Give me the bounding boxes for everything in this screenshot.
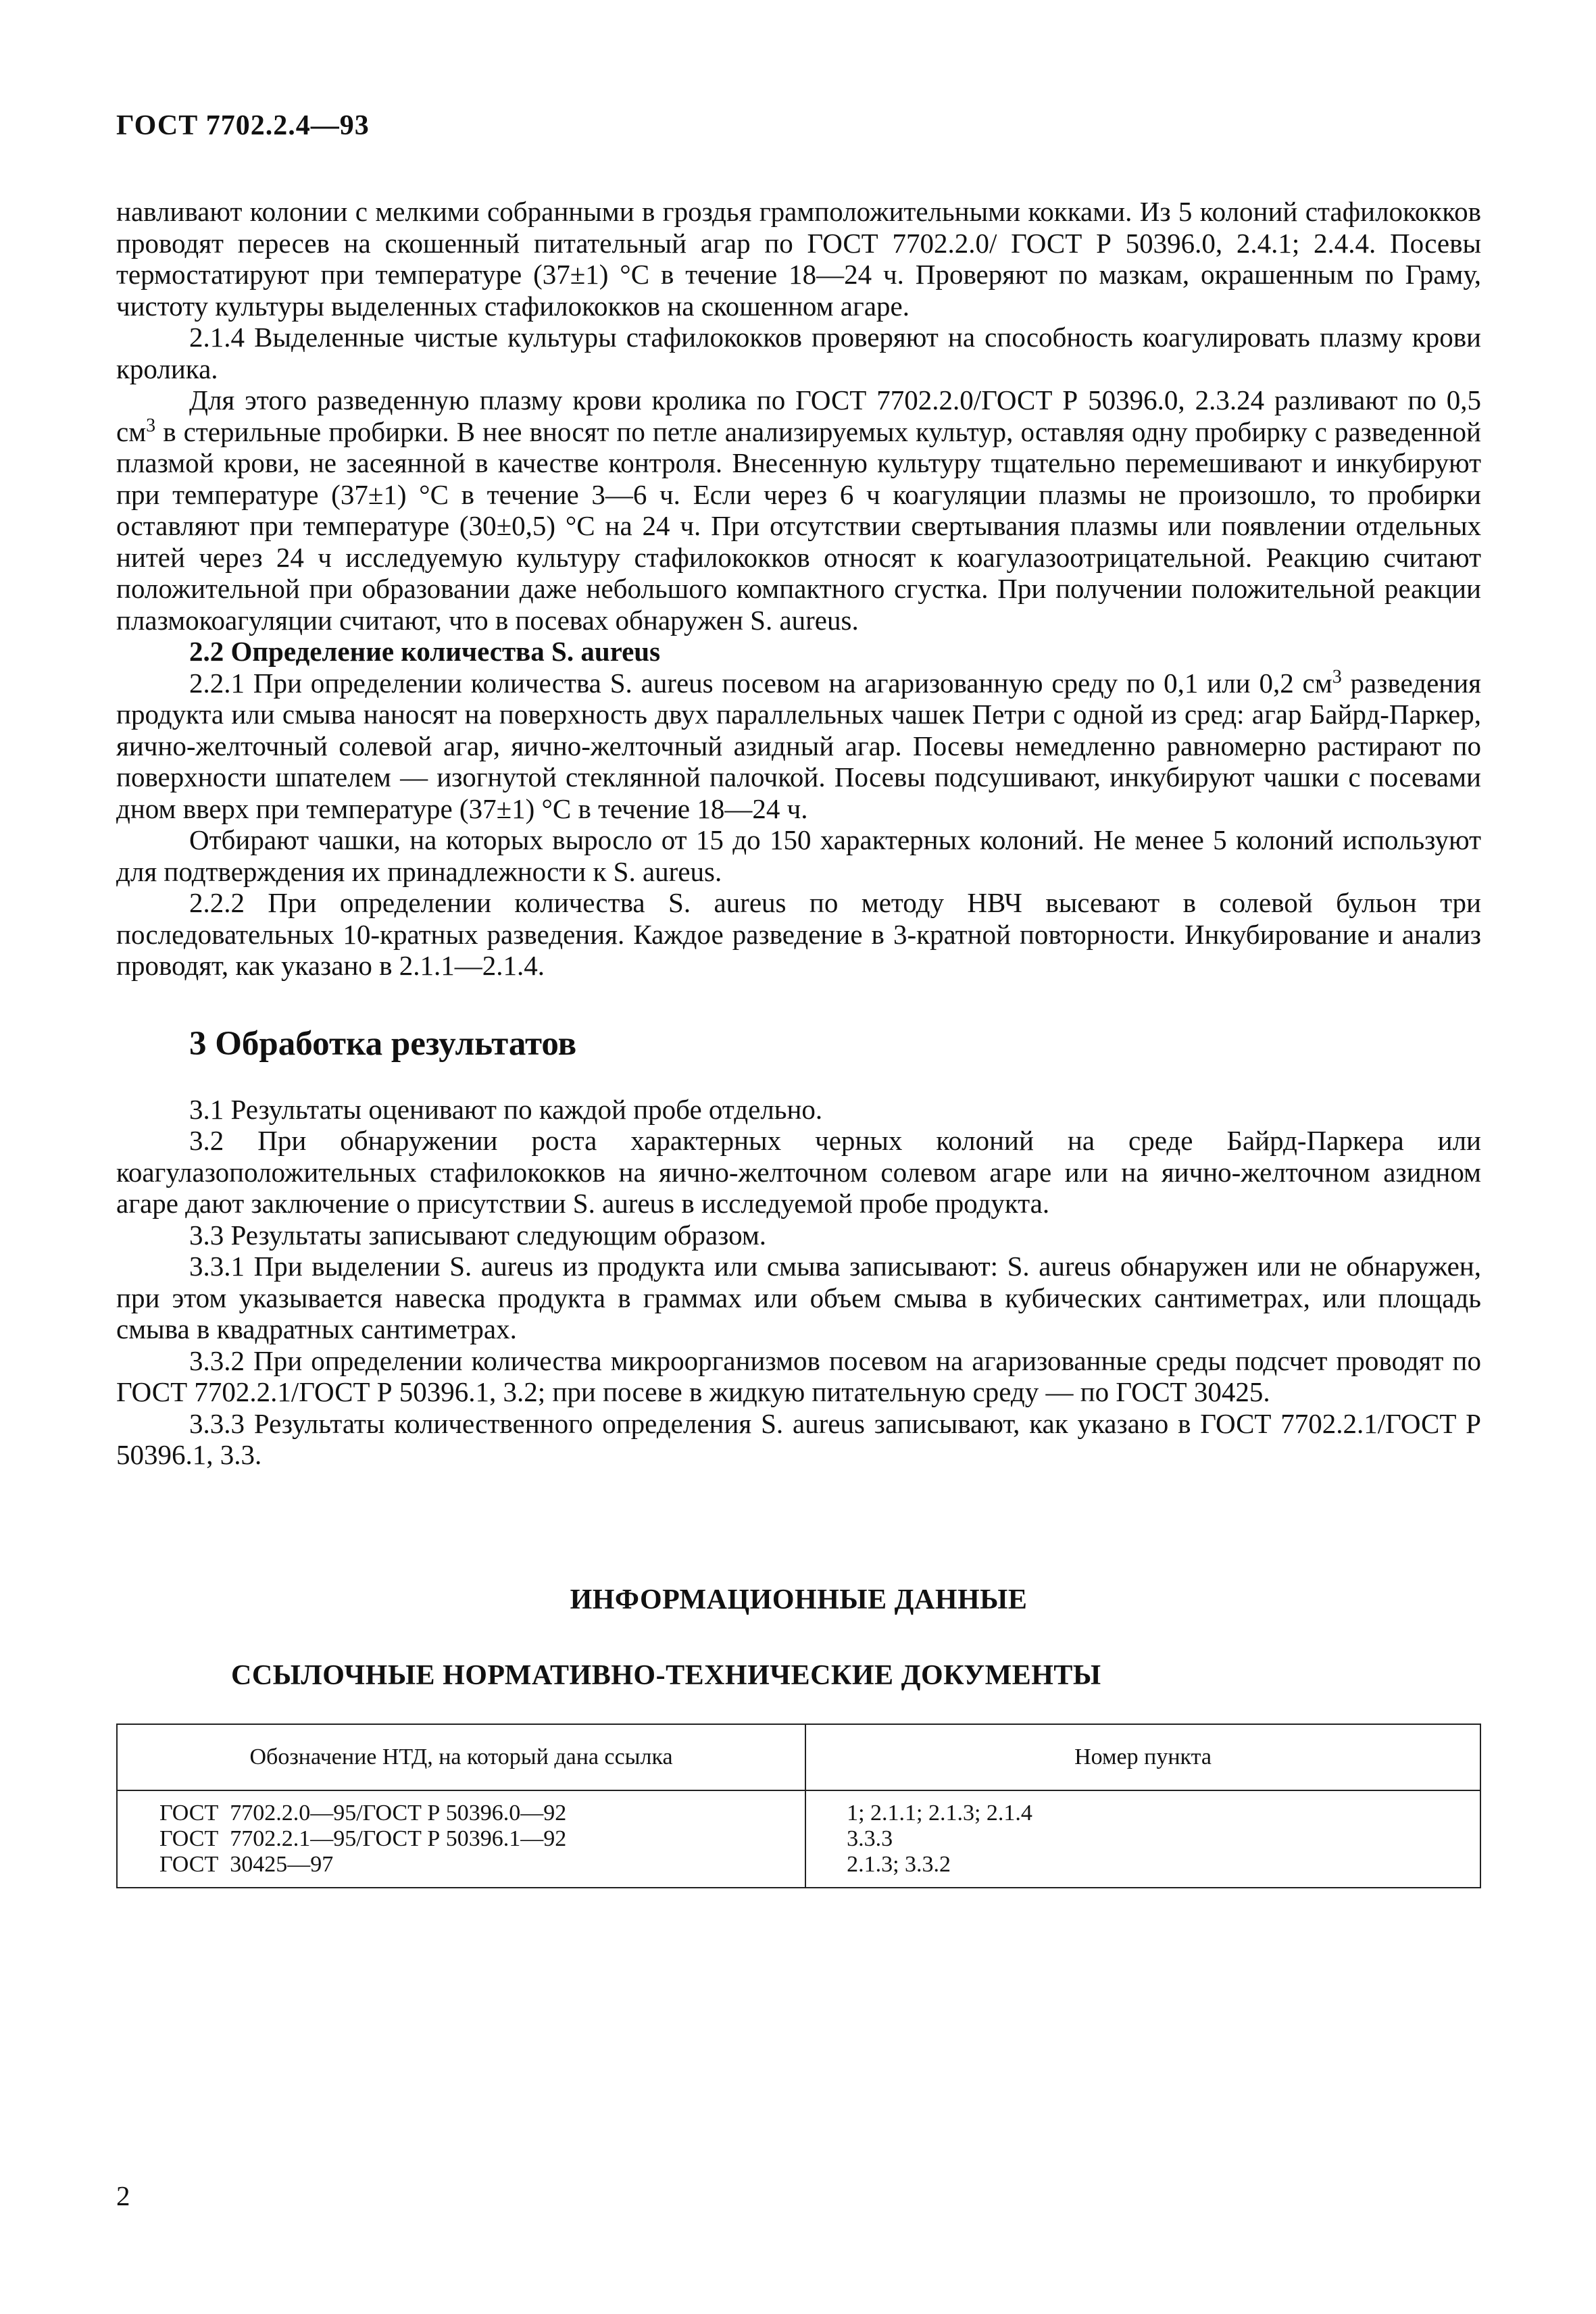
table-cell-items (805, 1790, 1480, 1888)
table-cell-docs (117, 1790, 805, 1888)
info-title: ИНФОРМАЦИОННЫЕ ДАННЫЕ (570, 1584, 1028, 1615)
text-run: в стерильные пробирки. В нее вносят по петле анализируемых культур, оставляя одну пробирку с разведенной плазмой крови, не засеянной в качестве контроля. Внесенную культуру тщательно перемешивают и инкубируют при температуре (37±1) °С в течение 3—6 ч. Если через 6 ч коагуляции плазмы не произошло, то пробирки оставляют при температуре (30±0,5) °С на 24 ч. При отсутствии свертывания плазмы или появлении отдельных нитей через 24 ч исследуемую культуру стафилококков относят к коагулазоотрицательной. Реакцию считают положительной при образовании даже небольшого компактного сгустка. При получении положительной реакции плазмокоагуляции считают, что в посевах обнаружен S. aureus. (116, 416, 1481, 636)
refs-title: ССЫЛОЧНЫЕ НОРМАТИВНО-ТЕХНИЧЕСКИЕ ДОКУМЕНТЫ (231, 1659, 1101, 1691)
paragraph-plasma (116, 384, 1481, 636)
paragraph: 3.3 Результаты записывают следующим образом. (189, 1219, 767, 1251)
doc-ref: ГОСТ 30425—97 (159, 1851, 334, 1877)
paragraph: 3.2 При обнаружении роста характерных черных колоний на среде Байрд-Паркера или коагулазоположительных стафилококков на яично-желточном солевом агаре или на яично-желточном азидном агаре дают заключение о присутствии S. aureus в исследуемой пробе продукта. (116, 1125, 1481, 1219)
paragraph: 3.1 Результаты оценивают по каждой пробе отдельно. (189, 1093, 823, 1125)
paragraph: 3.3.3 Результаты количественного определения S. aureus записывают, как указано в ГОСТ 7702.2.1/ГОСТ Р 50396.1, 3.3. (116, 1407, 1481, 1470)
paragraph: 3.3.2 При определении количества микроорганизмов посевом на агаризованные среды подсчет проводят по ГОСТ 7702.2.1/ГОСТ Р 50396.1, 3.2; при посеве в жидкую питательную среду — по ГОСТ 30425. (116, 1344, 1481, 1407)
superscript: 3 (1332, 665, 1342, 687)
document-page (116, 108, 1481, 1888)
paragraph: 2.1.4 Выделенные чистые культуры стафилококков проверяют на способность коагулировать плазму крови кролика. (116, 322, 1481, 384)
text-run: 2.2.1 При определении количества S. aureus посевом на агаризованную среду по 0,1 или 0,2 см (189, 667, 1332, 699)
column-header: Обозначение НТД, на который дана ссылка (117, 1724, 805, 1790)
doc-ref: ГОСТ 7702.2.0—95/ГОСТ Р 50396.0—92 (159, 1800, 567, 1826)
paragraph: Отбирают чашки, на которых выросло от 15 до 150 характерных колоний. Не менее 5 колоний используют для подтверждения их принадлежности к S. aureus. (116, 824, 1481, 887)
references-table (116, 1724, 1481, 1888)
table-row (117, 1790, 1480, 1888)
page-number: 2 (116, 2180, 130, 2211)
item-ref: 3.3.3 (847, 1826, 893, 1851)
subsection-heading: 2.2 Определение количества S. aureus (189, 636, 661, 667)
paragraph-221 (116, 665, 1482, 825)
table-header-row (117, 1724, 1480, 1790)
document-header: ГОСТ 7702.2.4—93 (116, 110, 370, 141)
paragraph: навливают колонии с мелкими собранными в гроздья грамположительными кокками. Из 5 колоний стафилококков проводят пересев на скошенный питательный агар по ГОСТ 7702.2.0/ ГОСТ Р 50396.0, 2.4.1; 2.4.4. Посевы термостатируют при температуре (37±1) °С в течение 18—24 ч. Проверяют по мазкам, окрашенным по Граму, чистоту культуры выделенных стафилококков на скошенном агаре. (116, 196, 1481, 322)
section-heading: 3 Обработка результатов (189, 1024, 577, 1063)
doc-ref: ГОСТ 7702.2.1—95/ГОСТ Р 50396.1—92 (159, 1826, 567, 1851)
text-run: разведения продукта или смыва наносят на поверхность двух параллельных чашек Петри с одной из сред: агар Байрд-Паркер, яично-желточный солевой агар, яично-желточный азидный агар. Посевы немедленно равномерно растирают по поверхности шпателем — изогнутой стеклянной палочкой. Посевы подсушивают, инкубируют чашки с посевами дном вверх при температуре (37±1) °С в течение 18—24 ч. (116, 667, 1482, 824)
paragraph: 3.3.1 При выделении S. aureus из продукта или смыва записывают: S. aureus обнаружен или не обнаружен, при этом указывается навеска продукта в граммах или объем смыва в кубических сантиметрах, или площадь смыва в квадратных сантиметрах. (116, 1251, 1481, 1344)
column-header: Номер пункта (805, 1724, 1480, 1790)
item-ref: 1; 2.1.1; 2.1.3; 2.1.4 (847, 1800, 1032, 1826)
superscript: 3 (146, 414, 156, 436)
text-run: Для этого разведенную плазму крови кролика по ГОСТ 7702.2.0/ГОСТ Р 50396.0, 2.3.24 разливают по 0,5 см (116, 384, 1481, 447)
item-ref: 2.1.3; 3.3.2 (847, 1851, 951, 1877)
paragraph: 2.2.2 При определении количества S. aureus по методу НВЧ высевают в солевой бульон три последовательных 10-кратных разведения. Каждое разведение в 3-кратной повторности. Инкубирование и анализ проводят, как указано в 2.1.1—2.1.4. (116, 887, 1481, 981)
